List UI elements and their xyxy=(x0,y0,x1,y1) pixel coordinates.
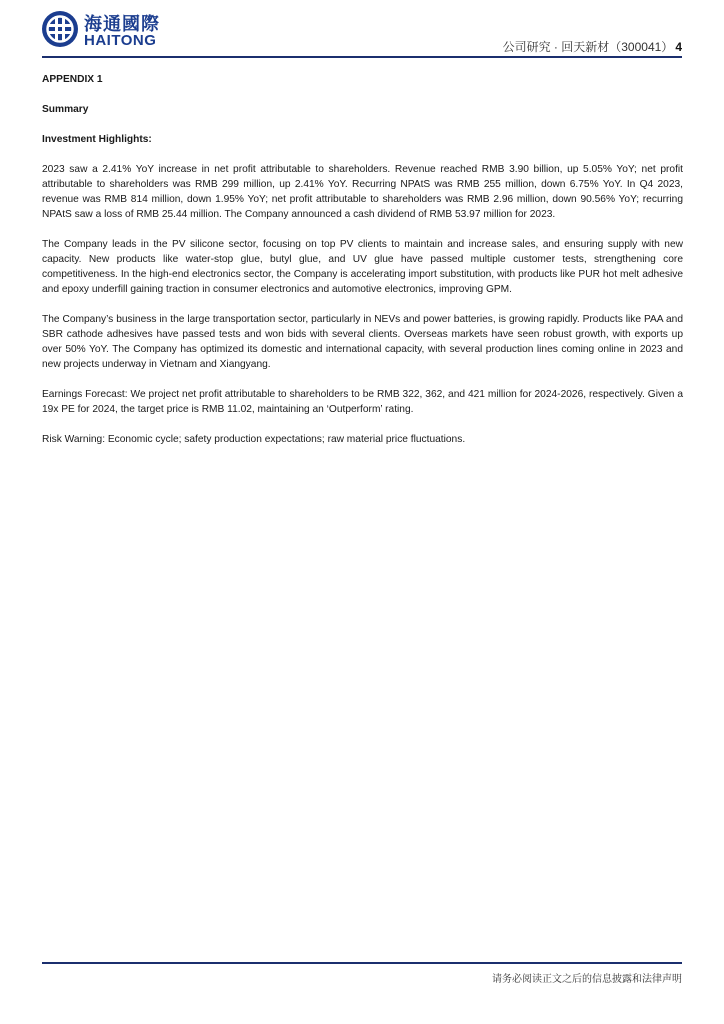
header-divider xyxy=(42,56,682,58)
paragraph-pv-electronics: The Company leads in the PV silicone sector, focusing on top PV clients to maintain and increase sales, and ensuring supply with new capacity. New products like water-stop glue, butyl glue, and UV glue have passed multiple customer tests, strengthening core competitiveness. In the high-end electronics sector, the Company is accelerating import substitution, with products like PUR hot melt adhesive and epoxy underfill gaining traction in consumer electronics and automotive electronics, improving GPM. xyxy=(42,239,683,295)
haitong-logo-icon xyxy=(40,9,80,49)
haitong-logo xyxy=(40,9,170,49)
report-header-label xyxy=(503,38,682,55)
paragraph-financial-results: 2023 saw a 2.41% YoY increase in net profit attributable to shareholders. Revenue reached RMB 3.90 billion, up 5.05% YoY; net profit attributable to shareholders was RMB 299 million, up 2.41% YoY. Recurring NPAtS was RMB 255 million, down 6.75% YoY. In Q4 2023, revenue was RMB 814 million, down 1.95% YoY; net profit attributable to shareholders was RMB 2.96 million, down 90.56% YoY; recurring NPAtS saw a loss of RMB 25.44 million. The Company announced a cash dividend of RMB 53.97 million for 2023. xyxy=(42,164,683,220)
paragraph-transportation: The Company’s business in the large transportation sector, particularly in NEVs and power batteries, is growing rapidly. Products like PAA and SBR cathode adhesives have passed tests and won bids with several clients. Overseas markets have seen robust growth, with exports up over 50% YoY. The Company has optimized its domestic and international capacity, with several production lines coming online in 2023 and new projects underway in Vietnam and Xiangyang. xyxy=(42,314,683,370)
report-body xyxy=(42,72,683,462)
logo-chinese-text: 海通國際 xyxy=(84,14,160,35)
paragraph-earnings-forecast: Earnings Forecast: We project net profit attributable to shareholders to be RMB 322, 362, and 421 million for 2024-2026, respectively. Given a 19x PE for 2024, the target price is RMB 11.02, maintaining an ‘Outperform’ rating. xyxy=(42,389,683,415)
appendix-heading: APPENDIX 1 xyxy=(42,74,103,85)
footer-divider xyxy=(42,962,682,964)
disclaimer-footer: 请务必阅读正文之后的信息披露和法律声明 xyxy=(492,974,682,985)
logo-english-text: HAITONG xyxy=(84,32,157,49)
summary-heading: Summary xyxy=(42,104,89,115)
report-title: 公司研究 · 回天新材（300041） xyxy=(502,40,674,54)
investment-highlights-heading: Investment Highlights: xyxy=(42,134,152,145)
page-number: 4 xyxy=(675,40,682,54)
paragraph-risk-warning: Risk Warning: Economic cycle; safety production expectations; raw material price fluctuations. xyxy=(42,434,466,445)
